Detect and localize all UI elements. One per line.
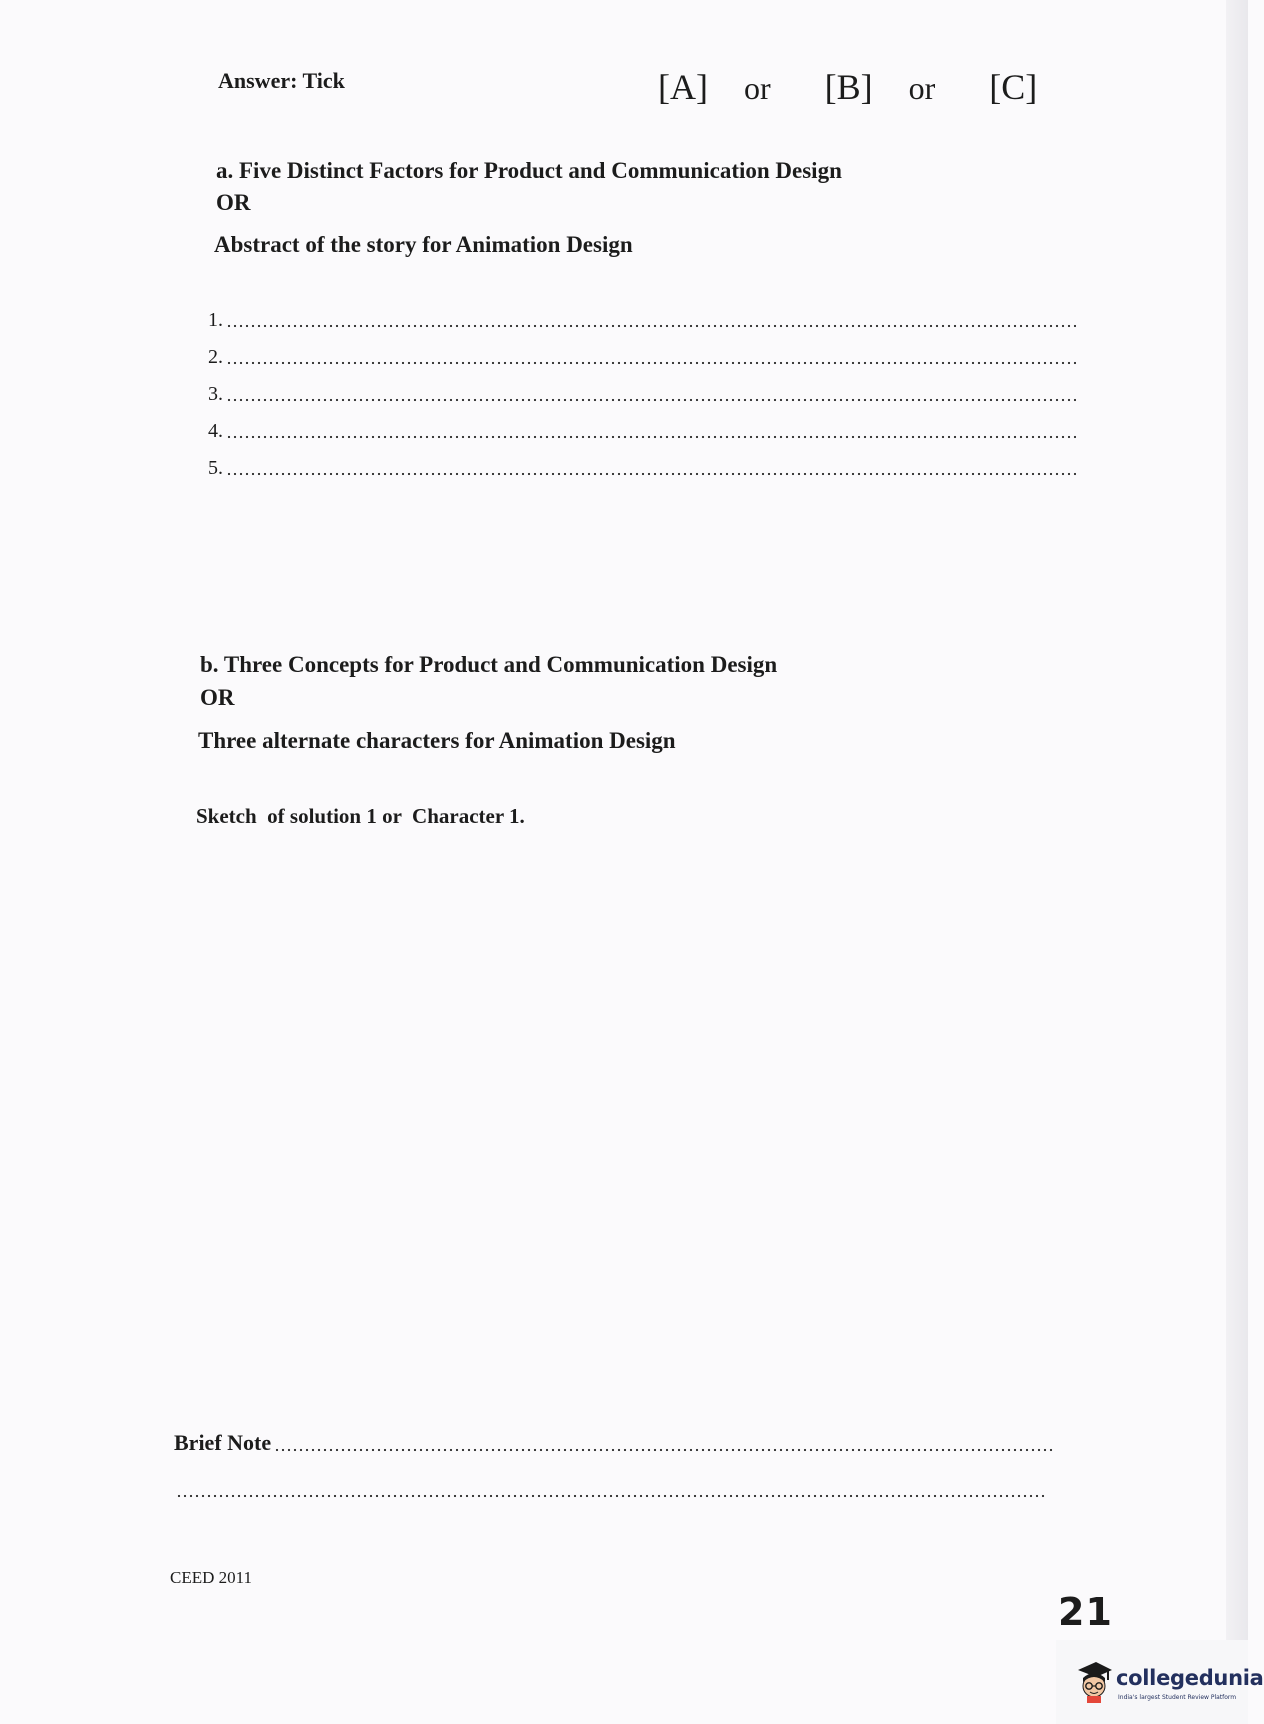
page-edge	[1226, 0, 1248, 1724]
section-a-alt-heading: Abstract of the story for Animation Design	[214, 232, 633, 257]
line-number: 2.	[208, 346, 223, 368]
brief-note-line[interactable]	[174, 1432, 1054, 1456]
exam-code: CEED 2011	[170, 1568, 253, 1587]
line-number: 1.	[208, 309, 223, 331]
dotted-line	[226, 324, 1076, 328]
or-separator-1: or	[743, 70, 771, 106]
brief-note-line-2[interactable]	[176, 1478, 1046, 1502]
answer-line-2[interactable]	[208, 345, 1076, 369]
dotted-line	[226, 361, 1076, 365]
or-separator-2: or	[908, 70, 936, 106]
choice-b: [B]	[824, 67, 873, 107]
line-number: 4.	[208, 420, 223, 442]
dotted-line	[274, 1448, 1054, 1452]
choice-c: [C]	[989, 67, 1038, 107]
dotted-line	[226, 435, 1076, 439]
dotted-line	[176, 1494, 1046, 1498]
dotted-line	[226, 472, 1076, 476]
brand-name: collegedunia	[1116, 1666, 1264, 1690]
section-a-heading: a. Five Distinct Factors for Product and Communication Design	[216, 158, 842, 183]
collegedunia-watermark	[1056, 1640, 1264, 1724]
brief-note-label: Brief Note	[174, 1430, 272, 1455]
graduate-mascot-icon	[1074, 1658, 1114, 1704]
answer-choices	[658, 66, 1037, 108]
answer-line-4[interactable]	[208, 419, 1076, 443]
answer-line-1[interactable]	[208, 308, 1076, 332]
sketch-label: Sketch of solution 1 or Character 1.	[196, 804, 525, 828]
answer-line-5[interactable]	[208, 456, 1076, 480]
section-b-or: OR	[200, 685, 235, 710]
dotted-line	[226, 398, 1076, 402]
section-b-heading: b. Three Concepts for Product and Communication Design	[200, 652, 778, 677]
section-b-alt-heading: Three alternate characters for Animation Design	[198, 728, 676, 753]
page-number: 21	[1058, 1590, 1113, 1634]
answer-line-3[interactable]	[208, 382, 1076, 406]
section-a-or: OR	[216, 190, 251, 215]
sketch-area[interactable]	[196, 850, 1066, 1390]
line-number: 3.	[208, 383, 223, 405]
choice-a: [A]	[658, 67, 708, 107]
line-number: 5.	[208, 457, 223, 479]
answer-label: Answer: Tick	[218, 68, 345, 93]
brand-tagline: India's largest Student Review Platform	[1118, 1694, 1237, 1701]
